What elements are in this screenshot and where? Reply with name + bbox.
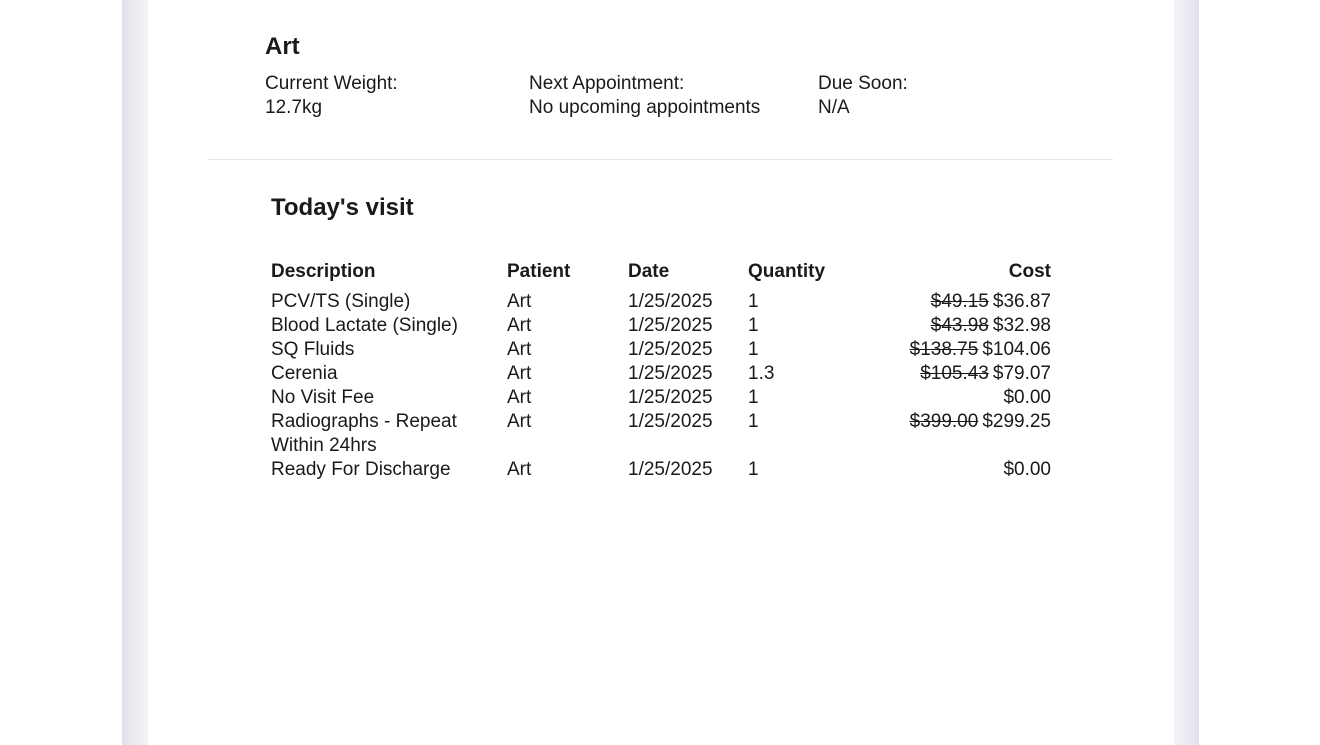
cell-date: 1/25/2025 (628, 339, 713, 360)
due-soon-label: Due Soon: (818, 73, 908, 94)
cell-patient: Art (507, 387, 532, 408)
visit-title: Today's visit (271, 194, 414, 221)
table-row (271, 290, 1051, 314)
cell-cost (838, 290, 1051, 314)
discounted-price: $79.07 (992, 363, 1051, 384)
cell-quantity: 1 (748, 315, 759, 336)
table-row (271, 410, 1051, 458)
cell-cost (838, 410, 1051, 458)
discounted-price: $299.25 (982, 411, 1051, 432)
cell-description: PCV/TS (Single) (271, 291, 411, 312)
cell-description: Radiographs - Repeat Within 24hrs (271, 411, 457, 456)
page-gutter-left (122, 0, 148, 745)
table-row (271, 362, 1051, 386)
cell-date: 1/25/2025 (628, 387, 713, 408)
discounted-price: $0.00 (1003, 459, 1051, 480)
table-row (271, 338, 1051, 362)
cell-description: Ready For Discharge (271, 459, 451, 480)
cell-patient: Art (507, 315, 532, 336)
cell-date: 1/25/2025 (628, 459, 713, 480)
original-price: $399.00 (909, 411, 979, 432)
header-patient: Patient (507, 261, 571, 282)
current-weight-label: Current Weight: (265, 73, 398, 94)
cell-patient: Art (507, 291, 532, 312)
cell-cost (838, 362, 1051, 386)
cell-date: 1/25/2025 (628, 315, 713, 336)
original-price: $49.15 (930, 291, 989, 312)
cell-date: 1/25/2025 (628, 291, 713, 312)
current-weight-value: 12.7kg (265, 97, 323, 118)
cell-description: No Visit Fee (271, 387, 375, 408)
next-appointment-label: Next Appointment: (529, 73, 685, 94)
original-price: $43.98 (930, 315, 989, 336)
next-appointment (529, 72, 760, 120)
cell-cost (838, 386, 1051, 410)
header-quantity: Quantity (748, 261, 826, 282)
discounted-price: $32.98 (992, 315, 1051, 336)
cell-cost (838, 338, 1051, 362)
current-weight (265, 72, 398, 120)
table-header-row (271, 260, 1051, 290)
original-price: $105.43 (920, 363, 989, 384)
cell-cost (838, 458, 1051, 482)
cell-cost (838, 314, 1051, 338)
cell-quantity: 1 (748, 459, 759, 480)
header-description: Description (271, 261, 376, 282)
cell-description: Blood Lactate (Single) (271, 315, 458, 336)
cell-patient: Art (507, 411, 532, 432)
discounted-price: $104.06 (982, 339, 1051, 360)
table-row (271, 458, 1051, 482)
due-soon (818, 72, 908, 120)
cell-description: SQ Fluids (271, 339, 355, 360)
cell-patient: Art (507, 459, 532, 480)
due-soon-value: N/A (818, 97, 850, 118)
table-row (271, 314, 1051, 338)
original-price: $138.75 (909, 339, 979, 360)
header-date: Date (628, 261, 670, 282)
visit-table (271, 260, 1051, 482)
discounted-price: $36.87 (992, 291, 1051, 312)
cell-description: Cerenia (271, 363, 338, 384)
cell-quantity: 1.3 (748, 363, 775, 384)
cell-quantity: 1 (748, 339, 759, 360)
patient-name: Art (265, 33, 300, 60)
header-cost: Cost (1008, 261, 1051, 282)
table-row (271, 386, 1051, 410)
invoice-sheet (148, 0, 1174, 745)
cell-patient: Art (507, 363, 532, 384)
cell-quantity: 1 (748, 291, 759, 312)
discounted-price: $0.00 (1003, 387, 1051, 408)
next-appointment-value: No upcoming appointments (529, 97, 761, 118)
page-gutter-right (1174, 0, 1199, 745)
cell-date: 1/25/2025 (628, 363, 713, 384)
cell-quantity: 1 (748, 387, 759, 408)
cell-quantity: 1 (748, 411, 759, 432)
cell-patient: Art (507, 339, 532, 360)
section-divider (208, 159, 1113, 160)
cell-date: 1/25/2025 (628, 411, 713, 432)
